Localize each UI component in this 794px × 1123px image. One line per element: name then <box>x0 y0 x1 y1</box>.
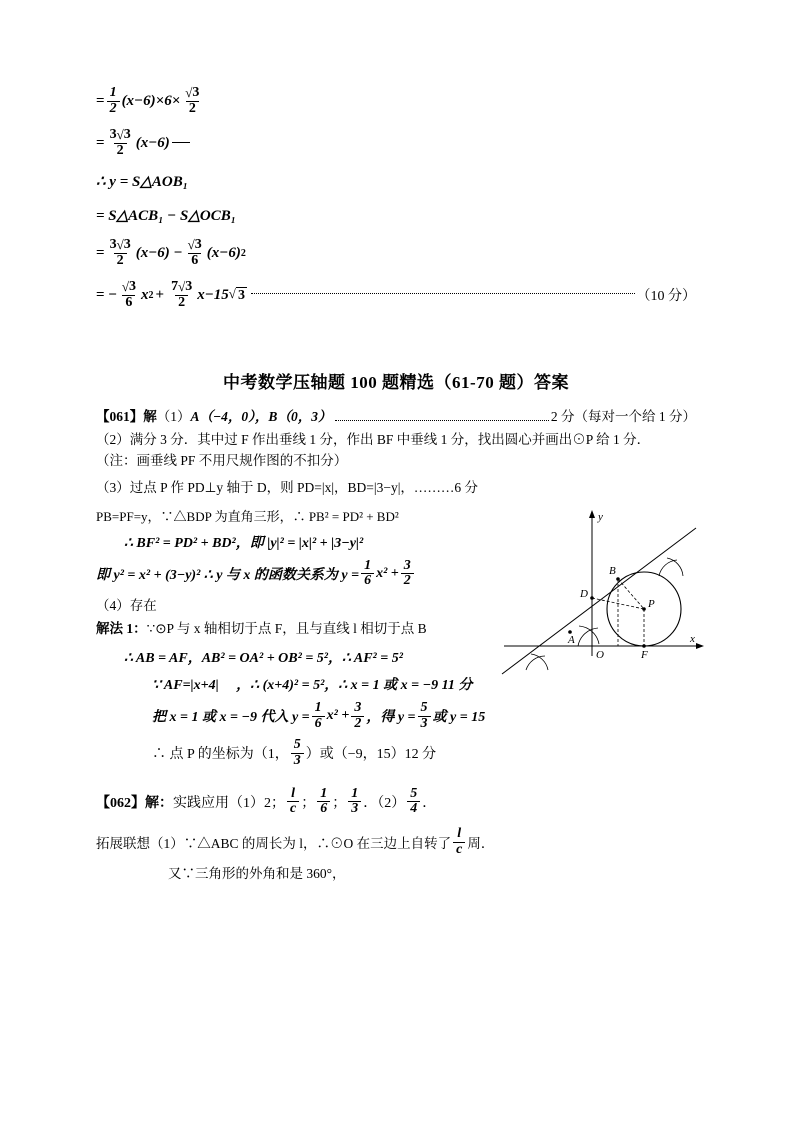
problem-062-fraction-l-c: $\frac{l}{c}$ <box>287 787 299 817</box>
proof-line-substitute <box>96 701 696 731</box>
eq5-fraction-b: √ 3 6 <box>187 236 202 268</box>
eq6-pow1: 2 <box>148 289 154 301</box>
point-p-tail: ）或（−9，15）12 分 <box>305 747 437 763</box>
eq5-tail: (x−6) <box>206 244 241 261</box>
problem-062-line1-prefix: 实践应用（1）2； <box>173 795 285 811</box>
eq2-underline <box>172 141 190 143</box>
problem-062-fraction-1-6: $\frac{1}{6}$ <box>317 787 330 817</box>
eq5-fraction-a: 3 √ 3 2 <box>109 236 131 268</box>
problem-062-line1 <box>96 787 696 817</box>
problem-062-fraction-5-4: $\frac{5}{4}$ <box>407 787 420 817</box>
eq6-sqrt3: √ 3 <box>228 285 245 303</box>
eq6-x2: x−15 <box>197 286 229 303</box>
substitute-fraction-1-6: $\frac{1}{6}$ <box>312 701 325 731</box>
geometry-figure <box>484 506 714 681</box>
problem-062-line1-end: ． <box>422 795 437 811</box>
eq4-text: = S△ACB₁ − S△OCB₁ <box>96 207 236 224</box>
problem-062-line2-prefix: 拓展联想（1）∵△ABC 的周长为 l，∴⊙O 在三边上自转了 <box>96 836 452 852</box>
equation-line-1 <box>96 86 696 116</box>
problem-062-line2 <box>96 827 696 857</box>
eq5-equals: = <box>96 244 105 261</box>
page-title: 中考数学压轴题 100 题精选（61-70 题）答案 <box>223 373 569 392</box>
svg-text:A: A <box>568 633 575 646</box>
eq2-tail: (x−6) <box>135 134 170 151</box>
eq1-fraction-half: $\frac{1}{2}$ <box>107 86 120 116</box>
substitute-tail: ，得 y = <box>366 710 416 726</box>
eq6-lead: = − <box>96 286 117 303</box>
proof-line-pb: PB=PF=y，∵△BDP 为直角三形，∴ PB² = PD² + BD² <box>96 508 399 524</box>
proof-fraction-1-6: $\frac{1}{6}$ <box>361 559 374 589</box>
problem-061-part4: （4）存在 <box>96 598 157 614</box>
eq2-equals: = <box>96 134 105 151</box>
problem-061-part1 <box>96 407 696 428</box>
eq5-power: 2 <box>240 247 246 259</box>
substitute-fraction-3-2: $\frac{3}{2}$ <box>351 701 364 731</box>
point-p-fraction-5-3: $\frac{5}{3}$ <box>291 738 304 768</box>
equation-line-6 <box>96 280 696 310</box>
proof-line-point-p <box>96 738 696 768</box>
problem-061-part2: （2）满分 3 分．其中过 F 作出垂线 1 分，作出 BF 中垂线 1 分，找出圆心并画出⊙P 给 1 分． （注：画垂线 PF 不用尺规作图的不扣分） <box>96 431 671 468</box>
svg-text:y: y <box>598 510 603 523</box>
svg-text:P: P <box>648 597 655 610</box>
proof-fraction-3-2: $\frac{3}{2}$ <box>401 559 414 589</box>
problem-062-sep1: ； <box>301 795 316 811</box>
substitute-tail2: 或 y = 15 <box>432 710 486 726</box>
eq1-middle: (x−6)×6× <box>121 92 181 109</box>
problem-062-line2-tail: 周． <box>467 836 495 852</box>
substitute-prefix: 把 x = 1 或 x = −9 代入 y = <box>152 710 310 726</box>
solution1-text: ∵⊙P 与 x 轴相切于点 F，且与直线 l 相切于点 B <box>146 620 427 636</box>
problem-061-part3: （3）过点 P 作 PD⊥y 轴于 D，则 PD=|x|，BD=|3−y|，………6 分 <box>96 479 479 495</box>
proof-function-prefix: 即 y² = x² + (3−y)² ∴ y 与 x 的函数关系为 y = <box>96 567 360 583</box>
equation-line-3 <box>96 170 696 192</box>
proof-line-ab: ∴ AB = AF，AB² = OA² + OB² = 5²，∴ AF² = 5² <box>124 650 403 666</box>
problem-062-fraction-1-3: $\frac{1}{3}$ <box>348 787 361 817</box>
proof-line-af: ∵ AF=|x+4| ，∴ (x+4)² = 5²，∴ x = 1 或 x = −9 11 分 <box>152 677 473 693</box>
eq3-text: ∴ y = S△AOB₁ <box>96 173 188 190</box>
problem-062-tag: 【062】解： <box>96 795 173 811</box>
problem-061-part1-prefix: （1） <box>156 409 191 424</box>
eq6-dot-leader <box>251 292 635 294</box>
geometry-figure-svg <box>484 506 714 681</box>
svg-text:F: F <box>641 648 648 661</box>
proof-function-mid: x² + <box>376 565 399 581</box>
equation-line-2 <box>96 128 696 158</box>
substitute-mid: x² + <box>326 708 350 724</box>
problem-061-tag: 【061】解 <box>96 409 157 424</box>
figure-and-proof-block <box>96 506 696 769</box>
problem-062-line3: 又∵三角形的外角和是 360°， <box>168 866 346 882</box>
svg-text:O: O <box>596 648 604 661</box>
problem-061-solution1 <box>96 619 496 640</box>
problem-062-sep3: ．（2） <box>363 795 406 811</box>
point-p-prefix: ∴ 点 P 的坐标为（1， <box>152 747 289 763</box>
problem-061-points-A-B: A（−4，0），B（0，3） <box>190 409 332 424</box>
problem-062-line2-fraction-l-c: $\frac{l}{c}$ <box>453 827 465 857</box>
top-equation-block <box>96 86 696 310</box>
equation-line-5 <box>96 238 696 268</box>
eq6-fraction-2: 7 √ 3 2 <box>171 278 193 310</box>
document-content <box>96 86 696 887</box>
problem-062-sep2: ； <box>332 795 347 811</box>
proof-line-bf: ∴ BF² = PD² + BD²，即 |y|² = |x|² + |3−y|² <box>124 535 364 551</box>
eq6-fraction-1: √ 3 6 <box>121 278 136 310</box>
problem-061-part1-score: 2 分（每对一个给 1 分） <box>550 409 696 424</box>
solution1-label: 解法 1： <box>96 620 147 636</box>
svg-text:B: B <box>609 564 616 577</box>
proof-line-function <box>96 559 496 589</box>
equation-line-4 <box>96 204 696 226</box>
eq6-score: （10 分） <box>636 289 696 304</box>
eq6-plus: + <box>155 286 165 303</box>
eq1-fraction-sqrt3-over-2: √ 3 2 <box>185 84 200 116</box>
svg-text:x: x <box>690 632 695 645</box>
eq1-equals: = <box>96 92 105 109</box>
eq6-x1: x <box>141 286 149 303</box>
eq2-fraction: 3 √ 3 2 <box>109 126 131 158</box>
substitute-fraction-5-3: $\frac{5}{3}$ <box>418 701 431 731</box>
eq5-mid: (x−6) − <box>135 244 183 261</box>
svg-text:D: D <box>580 587 588 600</box>
